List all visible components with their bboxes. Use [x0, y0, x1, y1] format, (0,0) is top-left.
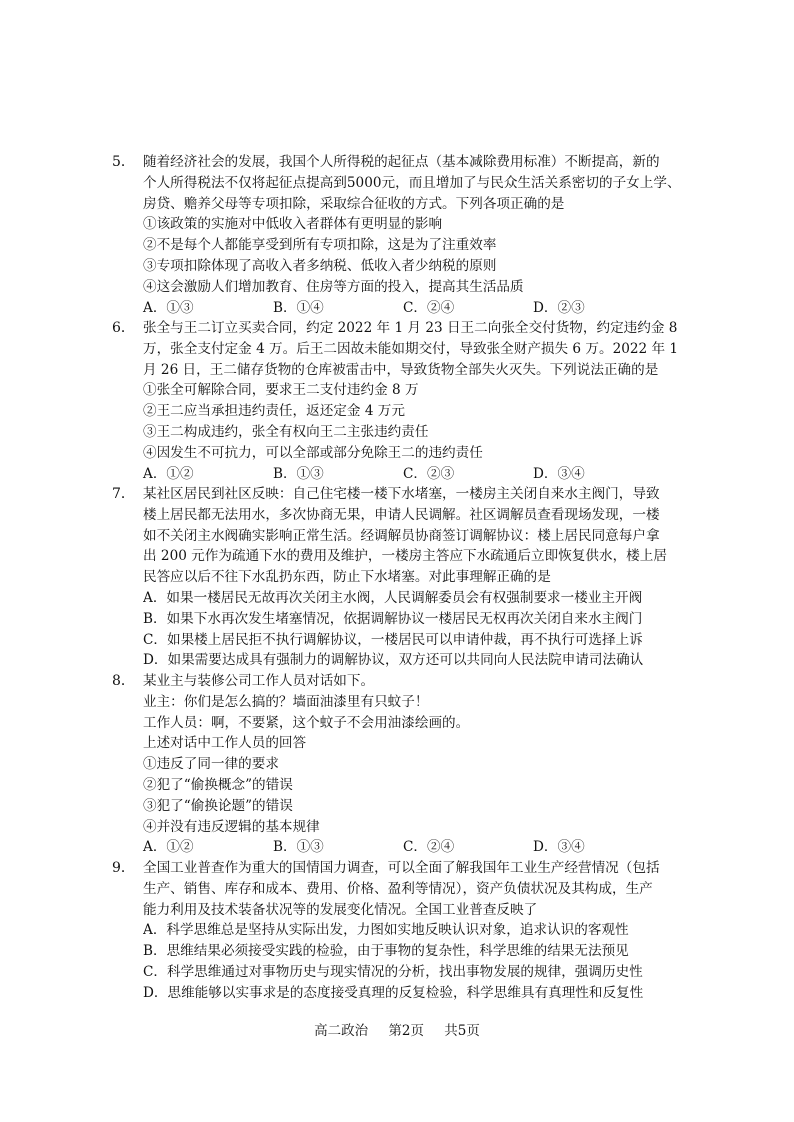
answer-options	[143, 837, 684, 858]
page-footer	[0, 1022, 794, 1040]
statement-item: ②犯了“偷换概念”的错误	[143, 776, 293, 793]
option-b: B．①③	[273, 465, 324, 482]
stem-line: 上述对话中工作人员的回答	[143, 735, 307, 752]
question-6	[112, 318, 684, 484]
footer-page-number: 第2页	[388, 1023, 424, 1039]
footer-subject: 高二政治	[314, 1023, 369, 1039]
stem-line: 某社区居民到社区反映：自己住宅楼一楼下水堵塞，一楼房主关闭自来水主阀门，导致	[143, 486, 660, 502]
answer-options	[143, 298, 684, 319]
stem-line: 出 200 元作为疏通下水的费用及维护，一楼房主答应下水疏通后立即恢复供水，楼上居	[143, 548, 667, 565]
question-body	[143, 858, 684, 1004]
stem-line: 如不关闭主水阀确实影响正常生活。经调解员协商签订调解协议：楼上居民同意每户拿	[143, 527, 660, 544]
choice-item: C．如果楼上居民拒不执行调解协议，一楼居民可以申请仲裁，再不执行可选择上诉	[143, 631, 643, 648]
question-8	[112, 671, 684, 858]
stem-line: 月 26 日，王二储存货物的仓库被雷击中，导致货物全部失火灭失。下列说法正确的是	[143, 361, 659, 378]
statement-item: ③王二构成违约，张全有权向王二主张违约责任	[143, 423, 429, 440]
question-number: 7．	[112, 486, 135, 502]
choice-item: C．科学思维通过对事物历史与现实情况的分析，找出事物发展的规律，强调历史性	[143, 963, 643, 980]
stem-line: 楼上居民都无法用水，多次协商无果，申请人民调解。社区调解员查看现场发现，一楼	[143, 506, 660, 523]
stem-line: 某业主与装修公司工作人员对话如下。	[143, 673, 375, 689]
option-d: D．③④	[533, 465, 585, 482]
dialogue-line: 业主：你们是怎么搞的？墙面油漆里有只蚊子！	[143, 693, 429, 710]
dialogue-line: 工作人员：啊，不要紧，这个蚊子不会用油漆绘画的。	[143, 714, 470, 731]
stem-line: 房贷、赡养父母等专项扣除，采取综合征收的方式。下列各项正确的是	[143, 195, 565, 212]
choice-item: B．思维结果必须接受实践的检验，由于事物的复杂性，科学思维的结果无法预见	[143, 943, 629, 960]
question-body	[143, 318, 684, 484]
question-body	[143, 671, 684, 858]
statement-item: ①该政策的实施对中低收入者群体有更明显的影响	[143, 216, 443, 233]
question-9	[112, 858, 684, 1004]
statement-item: ④这会激励人们增加教育、住房等方面的投入，提高其生活品质	[143, 278, 524, 295]
stem-line: 民答应以后不往下水乱扔东西，防止下水堵塞。对此事理解正确的是	[143, 569, 551, 586]
question-body	[143, 484, 684, 671]
statement-item: ②不是每个人都能享受到所有专项扣除，这是为了注重效率	[143, 237, 497, 254]
statement-item: ①张全可解除合同，要求王二支付违约金 8 万	[143, 382, 419, 399]
question-number: 6．	[112, 320, 135, 336]
option-a: A．①②	[143, 839, 194, 856]
footer-total-pages: 共5页	[444, 1023, 480, 1039]
statement-item: ①违反了同一律的要求	[143, 756, 279, 773]
statement-item: ③专项扣除体现了高收入者多纳税、低收入者少纳税的原则	[143, 257, 497, 274]
stem-line: 张全与王二订立买卖合同，约定 2022 年 1 月 23 日王二向张全交付货物，约定违约金 8	[143, 320, 678, 336]
statement-item: ④因发生不可抗力，可以全部或部分免除王二的违约责任	[143, 444, 483, 461]
stem-line: 全国工业普查作为重大的国情国力调查，可以全面了解我国年工业生产经营情况（包括	[143, 860, 660, 876]
option-a: A．①③	[143, 299, 194, 316]
statement-item: ③犯了“偷换论题”的错误	[143, 797, 293, 814]
option-a: A．①②	[143, 465, 194, 482]
question-7	[112, 484, 684, 671]
statement-item: ②王二应当承担违约责任，返还定金 4 万元	[143, 403, 405, 420]
choice-item: A．如果一楼居民无故再次关闭主水阀，人民调解委员会有权强制要求一楼业主开阀	[143, 589, 643, 606]
option-d: D．③④	[533, 839, 585, 856]
question-5	[112, 152, 684, 318]
choice-item: A．科学思维总是坚持从实际出发，力图如实地反映认识对象，追求认识的客观性	[143, 922, 629, 939]
question-number: 9．	[112, 860, 135, 876]
answer-options	[143, 464, 684, 485]
stem-line: 随着经济社会的发展，我国个人所得税的起征点（基本减除费用标准）不断提高，新的	[143, 154, 660, 170]
stem-line: 万，张全支付定金 4 万。后王二因故未能如期交付，导致张全财产损失 6 万。2022 年 1	[143, 340, 679, 357]
stem-line: 个人所得税法不仅将起征点提高到5000元，而且增加了与民众生活关系密切的子女上学、	[143, 174, 681, 191]
option-c: C．②④	[403, 299, 455, 316]
option-b: B．①③	[273, 839, 324, 856]
statement-item: ④并没有违反逻辑的基本规律	[143, 818, 320, 835]
option-b: B．①④	[273, 299, 324, 316]
option-d: D．②③	[533, 299, 585, 316]
choice-item: D．思维能够以实事求是的态度接受真理的反复检验，科学思维具有真理性和反复性	[143, 984, 644, 1001]
option-c: C．②③	[403, 465, 455, 482]
stem-line: 生产、销售、库存和成本、费用、价格、盈利等情况），资产负债状况及其构成，生产	[143, 880, 653, 897]
choice-item: B．如果下水再次发生堵塞情况，依据调解协议一楼居民无权再次关闭自来水主阀门	[143, 610, 643, 627]
question-number: 5．	[112, 154, 135, 170]
question-body	[143, 152, 684, 318]
question-number: 8．	[112, 673, 135, 689]
option-c: C．②④	[403, 839, 455, 856]
stem-line: 能力利用及技术装备状况等的发展变化情况。全国工业普查反映了	[143, 901, 538, 918]
choice-item: D．如果需要达成具有强制力的调解协议，双方还可以共同向人民法院申请司法确认	[143, 652, 644, 669]
